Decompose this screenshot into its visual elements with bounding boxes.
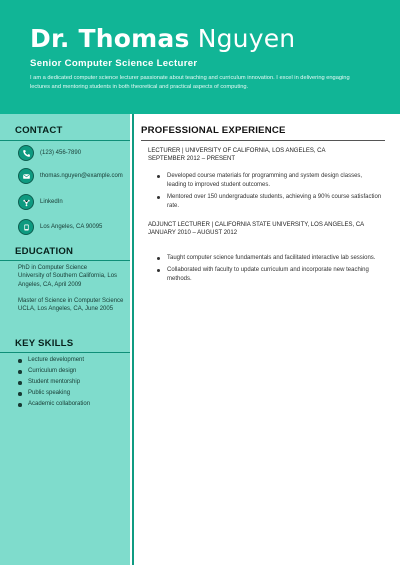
- linkedin-icon: [18, 194, 34, 210]
- education-heading: EDUCATION: [15, 246, 74, 257]
- header-band: [0, 0, 400, 114]
- bullet-dot: [18, 370, 22, 374]
- bullet-text: Mentored over 150 undergraduate students, achieving a 90% course satisfaction rate.: [167, 194, 382, 209]
- skills-heading-rule: [0, 352, 130, 353]
- linkedin-text[interactable]: LinkedIn: [40, 198, 63, 205]
- contact-location: [18, 219, 128, 235]
- contact-email[interactable]: [18, 168, 128, 184]
- summary-text: I am a dedicated computer science lecturer passionate about teaching and curriculum innovation. I excel in delivering engaging lectures and mentoring students in both theoretical and practical aspects of computing.: [30, 75, 350, 91]
- job-header: [148, 147, 383, 164]
- sidebar-divider-line: [132, 114, 134, 565]
- first-name: Dr. Thomas: [30, 24, 190, 53]
- bullet-text: Developed course materials for programming and system design classes, leading to improved student outcomes.: [167, 173, 363, 188]
- job-bullet: [157, 193, 383, 211]
- skill-label: Curriculum design: [28, 368, 77, 374]
- bullet-text: Taught computer science fundamentals and facilitated interactive lab sessions.: [167, 255, 376, 261]
- education-degree: Master of Science in Computer Science: [18, 298, 124, 304]
- skills-heading: KEY SKILLS: [15, 338, 74, 349]
- contact-linkedin[interactable]: [18, 194, 128, 210]
- job-title-org: ADJUNCT LECTURER | CALIFORNIA STATE UNIVERSITY, LOS ANGELES, CA: [148, 222, 365, 228]
- bullet-dot: [157, 175, 160, 178]
- bullet-dot: [18, 403, 22, 407]
- experience-heading: PROFESSIONAL EXPERIENCE: [141, 125, 286, 136]
- location-icon: [18, 219, 34, 235]
- job-bullet: [157, 266, 383, 284]
- education-item: [18, 264, 126, 289]
- skill-item: [18, 366, 90, 377]
- skill-label: Academic collaboration: [28, 401, 91, 407]
- contact-heading-rule: [0, 140, 130, 141]
- skill-label: Public speaking: [28, 390, 71, 396]
- contact-phone: [18, 145, 128, 161]
- candidate-name: [30, 24, 295, 53]
- skill-label: Lecture development: [28, 357, 85, 363]
- phone-text: (123) 456-7890: [40, 149, 82, 156]
- job-dates: SEPTEMBER 2012 – PRESENT: [148, 156, 236, 163]
- last-name: Nguyen: [197, 24, 296, 53]
- education-degree: PhD in Computer Science: [18, 265, 88, 271]
- bullet-text: Collaborated with faculty to update curriculum and incorporate new teaching methods.: [167, 267, 369, 282]
- email-icon: [18, 168, 34, 184]
- job-bullet: [157, 254, 383, 263]
- education-school: UCLA, Los Angeles, CA, June 2005: [18, 306, 114, 313]
- skill-item: [18, 399, 90, 410]
- job-header: [148, 221, 383, 238]
- phone-icon: [18, 145, 34, 161]
- education-heading-rule: [0, 260, 130, 261]
- job-bullets: [157, 172, 383, 214]
- job-bullets: [157, 254, 383, 287]
- skill-item: [18, 355, 90, 366]
- location-text: Los Angeles, CA 90095: [40, 223, 103, 230]
- skill-item: [18, 377, 90, 388]
- bullet-dot: [157, 269, 160, 272]
- skills-list: [18, 355, 90, 410]
- job-title-org: LECTURER | UNIVERSITY OF CALIFORNIA, LOS ANGELES, CA: [148, 148, 326, 154]
- experience-heading-rule: [141, 140, 385, 141]
- contact-heading: CONTACT: [15, 125, 63, 136]
- bullet-dot: [18, 359, 22, 363]
- email-text[interactable]: thomas.nguyen@example.com: [40, 172, 123, 179]
- bullet-dot: [18, 381, 22, 385]
- skill-item: [18, 388, 90, 399]
- bullet-dot: [18, 392, 22, 396]
- bullet-dot: [157, 257, 160, 260]
- bullet-dot: [157, 196, 160, 199]
- job-bullet: [157, 172, 383, 190]
- education-item: [18, 297, 126, 314]
- job-title: Senior Computer Science Lecturer: [30, 58, 198, 69]
- job-dates: JANUARY 2010 – AUGUST 2012: [148, 230, 238, 237]
- education-school: University of Southern California, Los Angeles, CA, April 2009: [18, 273, 118, 288]
- skill-label: Student mentorship: [28, 379, 81, 385]
